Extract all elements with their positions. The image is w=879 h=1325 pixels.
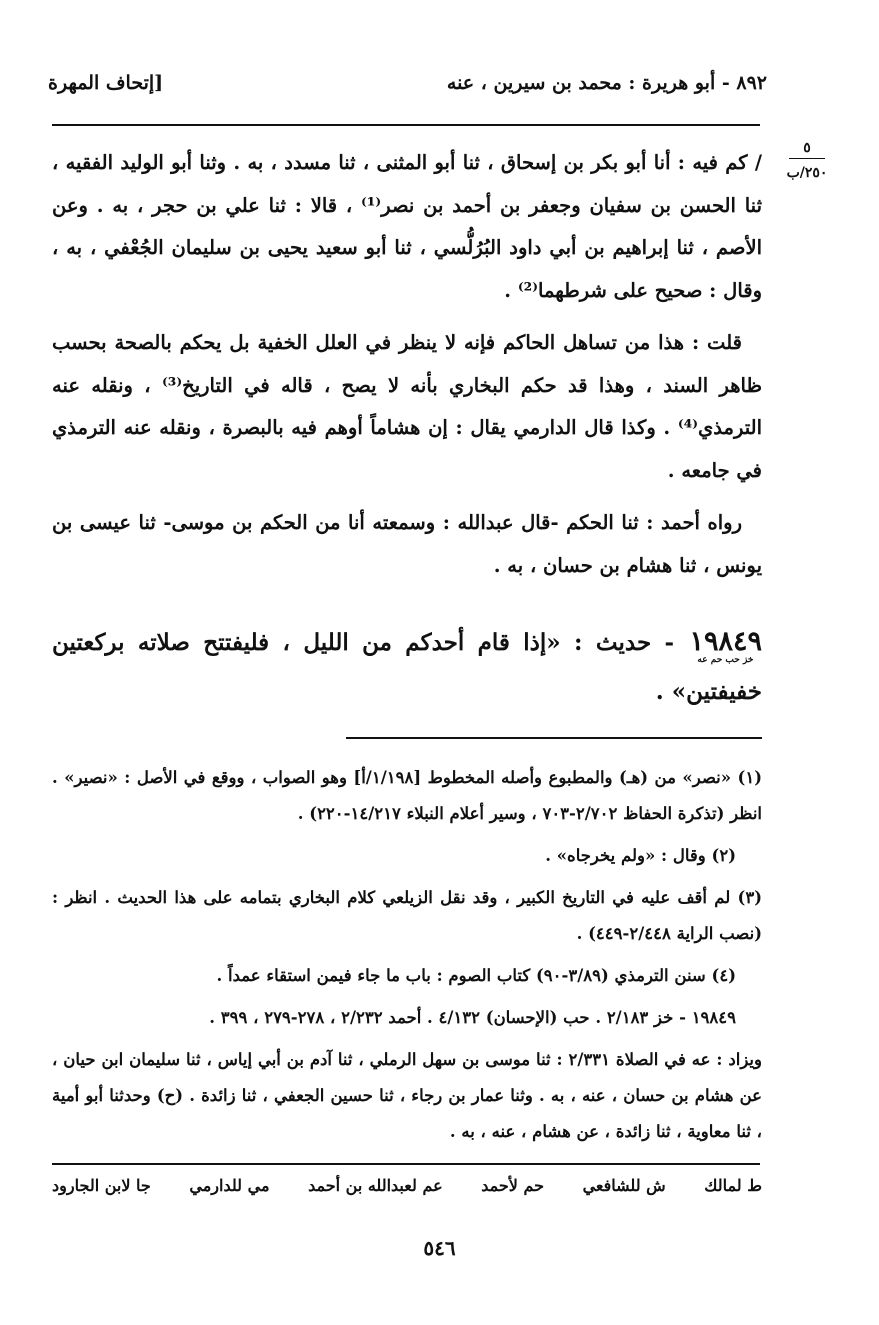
symbol-name: للدارمي [189,1176,243,1195]
hadith-sources-note: ١٩٨٤٩ - خز ٢/١٨٣ . حب (الإحسان) ٤/١٣٢ . أحمد ٢/٢٣٢ ، ٢٧٨-٢٧٩ ، ٣٩٩ . [209,1008,736,1027]
symbol-code: حم [523,1176,544,1195]
manuscript-folio: ٢٥٠/ب [786,165,828,181]
paragraph-1: / كم فيه : أنا أبو بكر بن إسحاق ، ثنا أبو المثنى ، ثنا مسدد ، به . وثنا أبو الوليد الفقيه ، ثنا الحسن بن سفيان وجعفر بن أحمد بن نصر⁽¹⁾ ، قالا : ثنا علي بن حجر ، به . وعن الأصم ، ثنا إبراهيم بن أبي داود البُرُلُّسي ، ثنا أبو سعيد يحيى بن سليمان الجُعْفي ، به ، وقال : صحيح على شرطهما⁽²⁾ . [52,151,762,302]
symbol-code: ش [646,1176,666,1195]
abbreviation-key [52,1176,762,1195]
hadith-number: ١٩٨٤٩ [689,626,762,657]
footnote-1: (١) «نصر» من (هـ) والمطبوع وأصله المخطوط [١/١٩٨/أ] وهو الصواب ، ووقع في الأصل : «نصير» . انظر (تذكرة الحفاظ ٢/٧٠٢-٧٠٣ ، وسير أعلام النبلاء ١٤/٢١٧-٢٢٠) . [52,768,762,823]
footnote-rule [346,737,762,739]
page-header [48,72,767,112]
symbol-name: لابن الجارود [52,1176,131,1195]
symbol-name: لمالك [704,1176,742,1195]
symbol-item [704,1176,762,1195]
footnotes [52,760,762,1156]
additional-sources-note: ويزاد : عه في الصلاة ٢/٣٣١ : ثنا موسى بن سهل الرملي ، ثنا آدم بن أبي إياس ، ثنا سليمان ابن حيان ، عن هشام بن حسان ، عنه ، به . وثنا عمار بن رجاء ، ثنا حسين الجعفي ، ثنا زائدة . (ح) وحدثنا أبو أمية ، ثنا معاوية ، ثنا زائدة ، عن هشام ، عنه ، به . [52,1050,762,1141]
running-title: ٨٩٢ - أبو هريرة : محمد بن سيرين ، عنه [446,72,767,94]
paragraph-2: قلت : هذا من تساهل الحاكم فإنه لا ينظر في العلل الخفية بل يحكم بالصحة بحسب ظاهر السند ، وهذا قد حكم البخاري بأنه لا يصح ، قاله في التاريخ⁽³⁾ ، ونقله عنه الترمذي⁽⁴⁾ . وكذا قال الدارمي يقال : إن هشاماً أوهم فيه بالبصرة ، ونقله عنه الترمذي في جامعه . [52,331,763,482]
symbol-name: للشافعي [582,1176,641,1195]
symbol-name: لعبدالله بن أحمد [308,1176,417,1195]
symbol-item [481,1176,544,1195]
symbol-code: عم [422,1176,443,1195]
hadith-source-codes: خز حب حم عه [697,655,754,665]
symbol-item [189,1176,269,1195]
margin-number: ٥ [789,140,825,159]
main-text [52,142,762,597]
symbol-item [52,1176,151,1195]
header-rule [52,124,760,126]
symbol-name: لأحمد [481,1176,518,1195]
symbol-item [308,1176,443,1195]
paragraph-3: رواه أحمد : ثنا الحكم -قال عبدالله : وسمعته أنا من الحكم بن موسى- ثنا عيسى بن يونس ، ثنا هشام بن حسان ، به . [52,511,762,577]
book-title: [إتحاف المهرة [48,72,164,94]
symbols-rule [52,1163,760,1165]
margin-note [779,140,835,181]
footnote-3: (٣) لم أقف عليه في التاريخ الكبير ، وقد نقل الزيلعي كلام البخاري بتمامه على هذا الحديث . انظر : (نصب الراية ٢/٤٤٨-٤٤٩) . [52,888,762,943]
hadith-text: - حديث : «إذا قام أحدكم من الليل ، فليفتتح صلاته بركعتين خفيفتين» . [52,629,762,705]
symbol-code: ط [747,1176,762,1195]
page-number: ٥٤٦ [423,1236,456,1260]
footnote-2: (٢) وقال : «ولم يخرجاه» . [545,846,736,865]
symbol-item [583,1176,666,1195]
symbol-code: جا [136,1176,151,1195]
symbol-code: مي [247,1176,270,1195]
hadith-entry [52,620,762,714]
footnote-4: (٤) سنن الترمذي (٣/٨٩-٩٠) كتاب الصوم : باب ما جاء فيمن استقاء عمداً . [216,966,736,985]
